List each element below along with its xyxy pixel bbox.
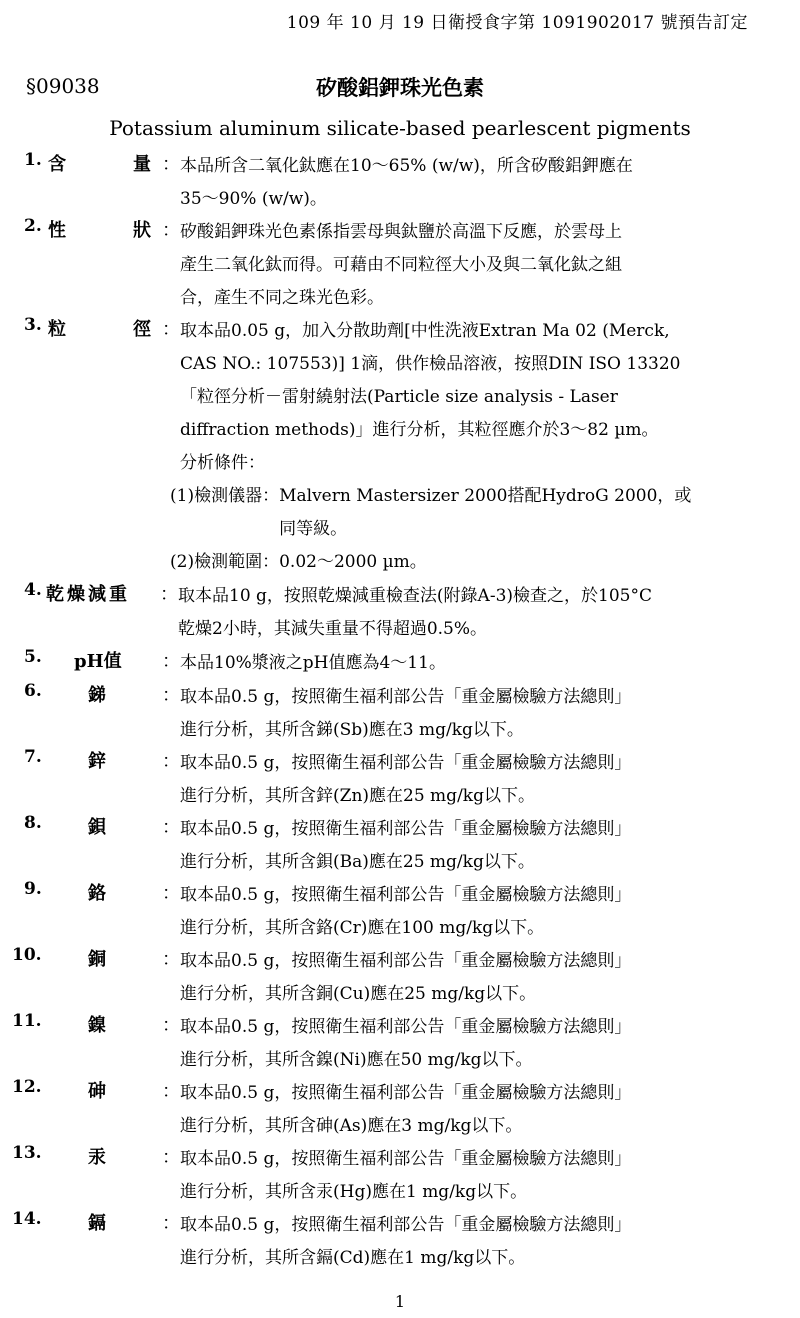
body-line: 取本品0.5 g，按照衛生福利部公告「重金屬檢驗方法總則」 [180,687,632,707]
body-line: 合，產生不同之珠光色彩。 [180,288,384,308]
item-number: 1. [24,150,42,170]
body-line: 進行分析，其所含砷(As)應在3 mg/kg以下。 [180,1116,523,1136]
item-number: 10. [12,945,42,965]
header-notice: 109 年 10 月 19 日衛授食字第 1091902017 號預告訂定 [286,13,748,33]
body-line: 取本品0.5 g，按照衛生福利部公告「重金屬檢驗方法總則」 [180,1017,632,1037]
page-number: 1 [394,1292,406,1311]
item-number: 6. [24,681,42,701]
item-label-part: 量 [133,154,151,175]
title-english: Potassium aluminum silicate-based pearlescent pigments [109,116,691,140]
item-body [180,945,720,1011]
condition-label: (2)檢測範圍： [170,552,280,572]
item-label [48,216,151,242]
item-body [180,1143,720,1209]
item-number: 14. [12,1209,42,1229]
body-line: 取本品0.5 g，按照衛生福利部公告「重金屬檢驗方法總則」 [180,1149,632,1169]
item-colon: ： [162,685,180,706]
item-colon: ： [162,319,180,340]
body-line: 產生二氧化鈦而得。可藉由不同粒徑大小及與二氧化鈦之組 [180,255,622,275]
item-number: 9. [24,879,42,899]
condition-text [279,480,730,546]
item-label: 鎳 [88,1015,106,1036]
body-line: 本品所含二氧化鈦應在10～65% (w/w)，所含矽酸鋁鉀應在 [180,156,633,176]
item-colon: ： [162,1081,180,1102]
item-colon: ： [160,584,178,605]
body-line: 取本品10 g，按照乾燥減重檢查法(附錄A-3)檢查之，於105°C [178,586,652,606]
item-number: 4. [24,580,42,600]
conditions-title: 分析條件： [180,453,265,473]
condition-instrument [170,480,730,546]
item-label-part: 含 [48,154,66,175]
item-colon: ： [162,1213,180,1234]
item-body [180,1209,720,1275]
item-label: 鋇 [88,817,106,838]
item-label: 乾燥減重 [46,584,130,605]
body-line: 取本品0.5 g，按照衛生福利部公告「重金屬檢驗方法總則」 [180,1215,632,1235]
body-line: 取本品0.5 g，按照衛生福利部公告「重金屬檢驗方法總則」 [180,951,632,971]
body-line: 進行分析，其所含鎳(Ni)應在50 mg/kg以下。 [180,1050,533,1070]
item-colon: ： [162,817,180,838]
item-label: 銻 [88,685,106,706]
body-line: diffraction methods)」進行分析，其粒徑應介於3～82 µm。 [180,420,659,440]
item-colon: ： [162,1015,180,1036]
body-line: 進行分析，其所含鋇(Ba)應在25 mg/kg以下。 [180,852,535,872]
item-label: 鋅 [88,751,106,772]
item-colon: ： [162,1147,180,1168]
item-body [180,1011,720,1077]
item-label: 銅 [88,949,106,970]
body-line: 進行分析，其所含鋅(Zn)應在25 mg/kg以下。 [180,786,535,806]
body-line: 取本品0.5 g，按照衛生福利部公告「重金屬檢驗方法總則」 [180,753,632,773]
body-line: 取本品0.5 g，按照衛生福利部公告「重金屬檢驗方法總則」 [180,1083,632,1103]
item-body [180,813,720,879]
item-number: 5. [24,647,42,667]
item-body [180,216,720,315]
item-body [178,580,723,646]
body-line: 本品10%漿液之pH值應為4～11。 [180,653,446,673]
item-number: 11. [12,1011,42,1031]
body-line: 進行分析，其所含銻(Sb)應在3 mg/kg以下。 [180,720,524,740]
item-label [48,315,151,341]
item-body [180,747,720,813]
item-body [180,315,720,480]
condition-line: Malvern Mastersizer 2000搭配HydroG 2000，或 [279,486,692,506]
body-line: 進行分析，其所含汞(Hg)應在1 mg/kg以下。 [180,1182,528,1202]
item-number: 2. [24,216,42,236]
item-body [180,879,720,945]
item-label: pH值 [74,651,122,672]
body-line: 進行分析，其所含鉻(Cr)應在100 mg/kg以下。 [180,918,545,938]
item-colon: ： [162,751,180,772]
title-chinese: 矽酸鋁鉀珠光色素 [316,75,484,100]
item-number: 3. [24,315,42,335]
item-body [180,150,720,216]
item-number: 8. [24,813,42,833]
item-number: 13. [12,1143,42,1163]
condition-range [170,546,730,579]
body-line: 進行分析，其所含鎘(Cd)應在1 mg/kg以下。 [180,1248,526,1268]
item-label-part: 徑 [133,319,151,340]
condition-line: 0.02～2000 µm。 [279,552,427,572]
body-line: 取本品0.5 g，按照衛生福利部公告「重金屬檢驗方法總則」 [180,885,632,905]
body-line: 35～90% (w/w)。 [180,189,327,209]
body-line: 取本品0.05 g，加入分散助劑[中性洗液Extran Ma 02 (Merck, [180,321,670,341]
item-colon: ： [162,883,180,904]
item-label: 砷 [88,1081,106,1102]
regulation-code: §09038 [26,74,100,98]
body-line: 取本品0.5 g，按照衛生福利部公告「重金屬檢驗方法總則」 [180,819,632,839]
item-body [180,681,720,747]
item-label: 鉻 [88,883,106,904]
body-line: CAS NO.: 107553)] 1滴，供作檢品溶液，按照DIN ISO 13320 [180,354,681,374]
item-label: 汞 [88,1147,106,1168]
item-body [180,647,720,680]
condition-line: 同等級。 [279,519,348,539]
body-line: 矽酸鋁鉀珠光色素係指雲母與鈦鹽於高溫下反應，於雲母上 [180,222,622,242]
body-line: 乾燥2小時，其減失重量不得超過0.5%。 [178,619,488,639]
item-label-part: 粒 [48,319,66,340]
item-label-part: 性 [48,220,66,241]
body-line: 進行分析，其所含銅(Cu)應在25 mg/kg以下。 [180,984,537,1004]
item-colon: ： [162,651,180,672]
item-colon: ： [162,154,180,175]
body-line: 「粒徑分析－雷射繞射法(Particle size analysis - Laser [180,387,618,407]
item-body [180,1077,720,1143]
item-number: 12. [12,1077,42,1097]
item-label: 鎘 [88,1213,106,1234]
item-number: 7. [24,747,42,767]
analysis-conditions [170,480,730,579]
condition-label: (1)檢測儀器： [170,486,280,506]
item-label [48,150,151,176]
item-label-part: 狀 [133,220,151,241]
item-colon: ： [162,220,180,241]
item-colon: ： [162,949,180,970]
condition-text [279,546,730,579]
